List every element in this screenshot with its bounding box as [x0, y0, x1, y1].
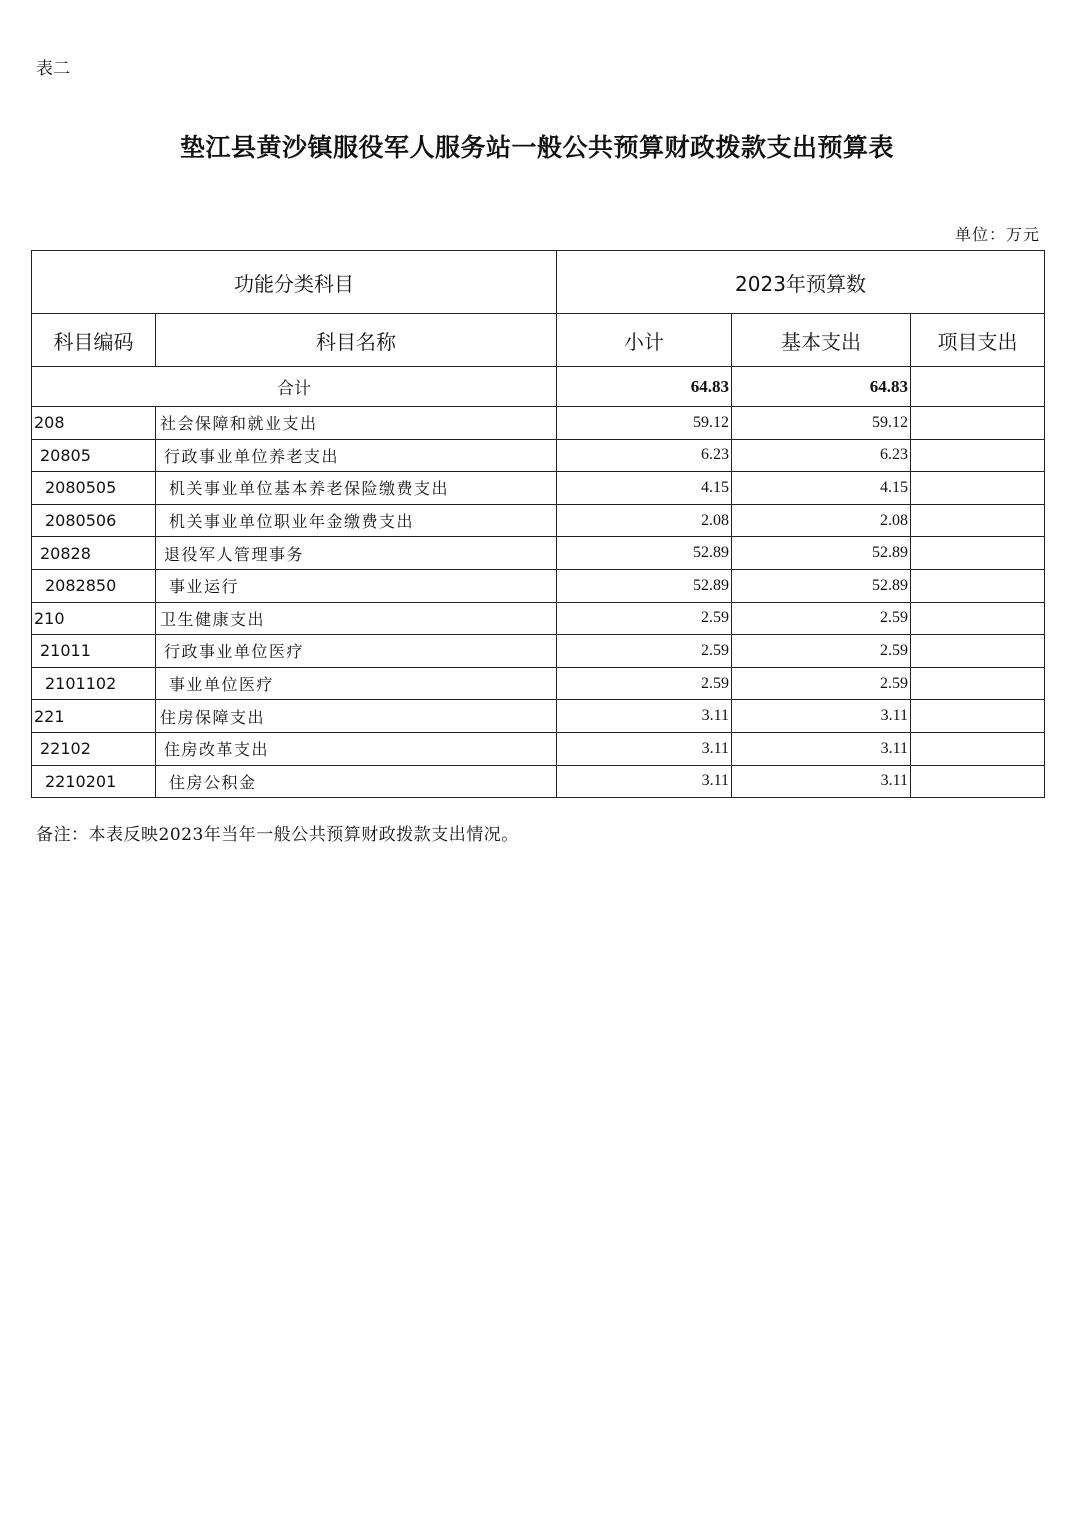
row-code-cell: 20805 [32, 439, 156, 472]
row-subtotal-cell: 3.11 [557, 765, 732, 798]
total-label: 合计 [32, 367, 557, 407]
row-name-cell: 行政事业单位医疗 [156, 635, 557, 668]
page-title: 垫江县黄沙镇服役军人服务站一般公共预算财政拨款支出预算表 [179, 133, 894, 162]
row-name-cell: 机关事业单位职业年金缴费支出 [156, 504, 557, 537]
row-project-cell [911, 732, 1045, 765]
row-name-cell: 住房公积金 [156, 765, 557, 798]
column-header-subtotal: 小计 [557, 314, 732, 367]
row-project-cell [911, 569, 1045, 602]
row-project-cell [911, 700, 1045, 733]
table-row [32, 667, 1045, 700]
total-row [32, 367, 1045, 407]
total-project [911, 367, 1045, 407]
header-row-group [32, 251, 1045, 314]
row-subtotal-cell: 2.59 [557, 602, 732, 635]
header-budget-year: 2023年预算数 [557, 251, 1045, 314]
row-subtotal-cell: 6.23 [557, 439, 732, 472]
row-subtotal-cell: 3.11 [557, 732, 732, 765]
row-code-cell: 210 [32, 602, 156, 635]
column-header-code: 科目编码 [32, 314, 156, 367]
row-basic-cell: 2.59 [732, 667, 911, 700]
row-project-cell [911, 602, 1045, 635]
row-basic-cell: 2.59 [732, 602, 911, 635]
row-subtotal-cell: 2.59 [557, 635, 732, 668]
row-subtotal-cell: 52.89 [557, 537, 732, 570]
row-name-cell: 住房改革支出 [156, 732, 557, 765]
row-code-cell: 20828 [32, 537, 156, 570]
table-row [32, 504, 1045, 537]
row-basic-cell: 52.89 [732, 569, 911, 602]
row-name-cell: 行政事业单位养老支出 [156, 439, 557, 472]
header-function-classification: 功能分类科目 [32, 251, 557, 314]
row-name-cell: 事业运行 [156, 569, 557, 602]
row-subtotal-cell: 2.59 [557, 667, 732, 700]
row-basic-cell: 3.11 [732, 765, 911, 798]
table-row [32, 407, 1045, 440]
row-project-cell [911, 504, 1045, 537]
column-header-basic: 基本支出 [732, 314, 911, 367]
table-row [32, 765, 1045, 798]
row-name-cell: 事业单位医疗 [156, 667, 557, 700]
row-basic-cell: 59.12 [732, 407, 911, 440]
row-basic-cell: 3.11 [732, 700, 911, 733]
budget-table [31, 250, 1045, 798]
table-number-label: 表二 [36, 59, 70, 79]
row-name-cell: 住房保障支出 [156, 700, 557, 733]
row-project-cell [911, 472, 1045, 505]
row-basic-cell: 4.15 [732, 472, 911, 505]
row-name-cell: 退役军人管理事务 [156, 537, 557, 570]
row-project-cell [911, 439, 1045, 472]
row-project-cell [911, 635, 1045, 668]
table-row [32, 700, 1045, 733]
table-row [32, 732, 1045, 765]
row-subtotal-cell: 4.15 [557, 472, 732, 505]
row-code-cell: 2082850 [32, 569, 156, 602]
row-basic-cell: 3.11 [732, 732, 911, 765]
row-code-cell: 22102 [32, 732, 156, 765]
table-row [32, 569, 1045, 602]
row-project-cell [911, 407, 1045, 440]
total-basic: 64.83 [732, 367, 911, 407]
row-code-cell: 21011 [32, 635, 156, 668]
row-basic-cell: 6.23 [732, 439, 911, 472]
table-row [32, 635, 1045, 668]
row-code-cell: 221 [32, 700, 156, 733]
row-name-cell: 机关事业单位基本养老保险缴费支出 [156, 472, 557, 505]
row-subtotal-cell: 3.11 [557, 700, 732, 733]
row-basic-cell: 52.89 [732, 537, 911, 570]
row-subtotal-cell: 52.89 [557, 569, 732, 602]
row-code-cell: 2101102 [32, 667, 156, 700]
table-row [32, 472, 1045, 505]
row-project-cell [911, 537, 1045, 570]
row-code-cell: 2080505 [32, 472, 156, 505]
row-name-cell: 社会保障和就业支出 [156, 407, 557, 440]
row-name-cell: 卫生健康支出 [156, 602, 557, 635]
header-row-columns [32, 314, 1045, 367]
row-code-cell: 2080506 [32, 504, 156, 537]
footnote: 备注：本表反映2023年当年一般公共预算财政拨款支出情况。 [36, 825, 519, 845]
column-header-project: 项目支出 [911, 314, 1045, 367]
table-row [32, 439, 1045, 472]
row-subtotal-cell: 59.12 [557, 407, 732, 440]
table-row [32, 602, 1045, 635]
row-subtotal-cell: 2.08 [557, 504, 732, 537]
table-row [32, 537, 1045, 570]
row-project-cell [911, 765, 1045, 798]
row-project-cell [911, 667, 1045, 700]
total-subtotal: 64.83 [557, 367, 732, 407]
row-basic-cell: 2.59 [732, 635, 911, 668]
row-code-cell: 2210201 [32, 765, 156, 798]
column-header-name: 科目名称 [156, 314, 557, 367]
row-basic-cell: 2.08 [732, 504, 911, 537]
row-code-cell: 208 [32, 407, 156, 440]
unit-label: 单位：万元 [954, 225, 1040, 244]
